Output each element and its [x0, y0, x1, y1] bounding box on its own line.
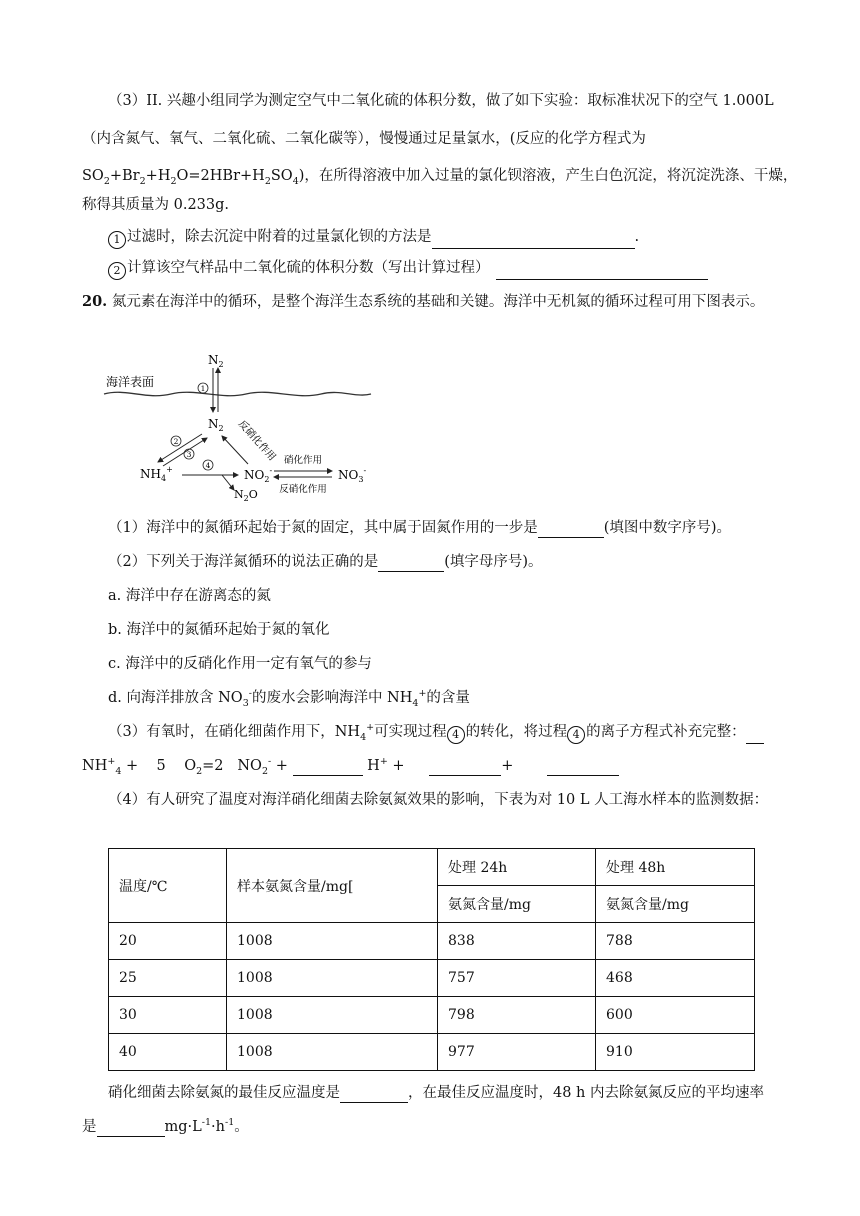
q3-line4: 称得其质量为 0.233g.	[82, 197, 230, 213]
label-ocean-surface: 海洋表面	[106, 375, 155, 389]
table-row: 30 1008 798 600	[109, 997, 755, 1034]
answer-blank[interactable]	[97, 1120, 165, 1137]
header-sample-content: 样本氨氮含量/mg[	[227, 849, 438, 923]
header-temperature: 温度/℃	[109, 849, 227, 923]
answer-blank[interactable]	[538, 521, 604, 538]
ocean-surface-line	[104, 392, 371, 395]
q3-line3: $SO_2+Br_2+H_2O=2HBr+H_2SO_4$)，在所得溶液中加入过量的氯化钡溶液，产生白色沉淀，将沉淀洗涤、干燥，	[82, 168, 798, 187]
option-a: a. 海洋中存在游离态的氮	[108, 588, 271, 604]
q3-line1: （3）II. 兴趣小组同学为测定空气中二氧化硫的体积分数，做了如下实验：取标准状况下的空气 1.000L	[108, 93, 774, 109]
final-question-line1: 硝化细菌去除氨氮的最佳反应温度是 ，在最佳反应温度时，48 h 内去除氨氮反应的平均速率	[108, 1085, 765, 1101]
label-denitrification-2: 反硝化作用	[279, 484, 327, 495]
answer-blank[interactable]	[429, 759, 501, 776]
q3-line2: （内含氮气、氧气、二氧化硫、二氧化碳等），慢慢通过足量氯水，(反应的化学方程式为	[82, 131, 646, 147]
answer-blank[interactable]	[293, 759, 363, 776]
monitoring-data-table	[108, 848, 755, 1071]
q20-part3: （3）有氧时，在硝化细菌作用下，$NH_4^+$可实现过程 4 的转化，将过程 4 的离子方程式补充完整：	[108, 722, 764, 744]
label-nh4: $NH_4^+$	[140, 465, 173, 483]
label-no2: $NO_2^-$	[244, 466, 273, 484]
answer-blank[interactable]	[547, 759, 619, 776]
step-4-label: 4	[205, 461, 211, 470]
header-24h: 处理 24h	[438, 849, 596, 886]
q20-part1: （1）海洋中的氮循环起始于氮的固定，其中属于固氮作用的一步是 (填图中数字序号)。	[108, 520, 732, 536]
answer-blank[interactable]	[746, 727, 764, 744]
nitrogen-cycle-diagram	[96, 350, 378, 502]
circled-number-4: 4	[447, 726, 465, 744]
header-48h-content: 氨氮含量/mg	[596, 886, 755, 923]
label-denitrification-1: 反硝化作用	[235, 418, 278, 464]
answer-blank[interactable]	[432, 232, 635, 249]
header-24h-content: 氨氮含量/mg	[438, 886, 596, 923]
answer-blank[interactable]	[496, 263, 708, 280]
header-48h: 处理 48h	[596, 849, 755, 886]
arrow-to-n2o	[222, 475, 234, 490]
arrow-no2-to-n2	[222, 436, 248, 464]
label-n2o: $N_2O$	[234, 488, 258, 502]
q20-part2: （2）下列关于海洋氮循环的说法正确的是 (填字母序号)。	[108, 554, 543, 570]
q3-sub1: 1 过滤时，除去沉淀中附着的过量氯化钡的方法是 .	[108, 227, 639, 249]
arrow-nh4-to-n2	[163, 438, 207, 466]
ion-equation: $NH^+_4$ + 5 $O_2=2$ $NO_2^- + H^+$ + +	[82, 756, 619, 776]
table-header-row	[109, 849, 755, 886]
answer-blank[interactable]	[378, 555, 444, 572]
option-d: d. 向海洋排放含 $NO_3^-$的废水会影响海洋中 $NH_4^+$的含量	[108, 688, 470, 709]
table-row: 25 1008 757 468	[109, 960, 755, 997]
option-c: c. 海洋中的反硝化作用一定有氧气的参与	[108, 656, 372, 672]
table-row: 20 1008 838 788	[109, 923, 755, 960]
final-question-line2: 是 $mg\cdot L^{-1}\cdot h^{-1}$。	[82, 1117, 249, 1135]
circled-number-4: 4	[567, 726, 585, 744]
step-1-label: 1	[200, 384, 206, 393]
label-no3: $NO_3^-$	[338, 466, 367, 484]
step-2-label: 2	[173, 437, 179, 446]
table-row: 40 1008 977 910	[109, 1034, 755, 1071]
circled-number-2: 2	[108, 262, 126, 280]
circled-number-1: 1	[108, 231, 126, 249]
label-nitrification: 硝化作用	[283, 455, 323, 466]
step-3-label: 3	[186, 450, 192, 459]
q20-part4: （4）有人研究了温度对海洋硝化细菌去除氨氮效果的影响，下表为对 10 L 人工海水样本的监测数据：	[108, 792, 769, 808]
option-b: b. 海洋中的氮循环起始于氮的氧化	[108, 622, 330, 638]
q20-intro: 20. 氮元素在海洋中的循环，是整个海洋生态系统的基础和关键。海洋中无机氮的循环过程可用下图表示。	[82, 293, 765, 310]
answer-blank[interactable]	[340, 1086, 408, 1103]
label-n2-mid: $N_2$	[208, 417, 224, 433]
label-n2-top: $N_2$	[208, 353, 224, 369]
q3-sub2: 2 计算该空气样品中二氧化硫的体积分数（写出计算过程）	[108, 258, 708, 280]
